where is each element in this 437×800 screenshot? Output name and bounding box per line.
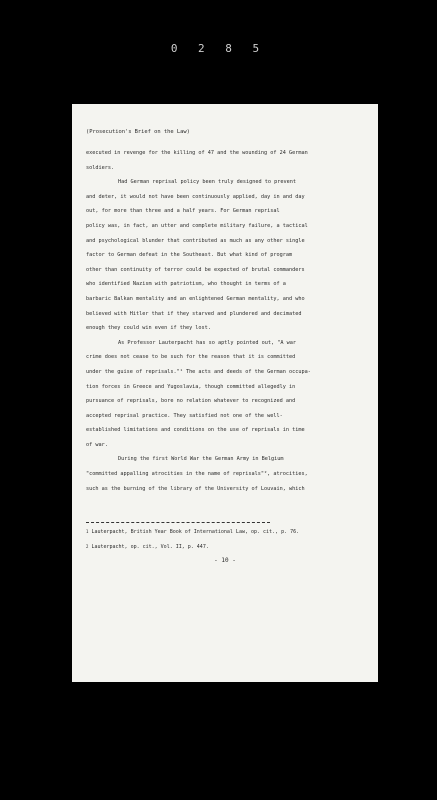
body-line: out, for more than three and a half years. For German reprisal: [86, 208, 280, 215]
body-line: executed in revenge for the killing of 47 and the wounding of 24 German: [86, 150, 308, 156]
body-line: such as the burning of the library of the University of Louvain, which: [86, 485, 305, 492]
document-page: [72, 104, 378, 682]
body-line: enough they could win even if they lost.: [86, 325, 211, 332]
body-line: and psychological blunder that contributed as much as any other single: [86, 237, 305, 244]
body-line: "committed appalling atrocities in the name of reprisals"², atrocities,: [86, 471, 308, 478]
document-header: (Prosecution's Brief on the Law): [86, 129, 190, 135]
body-line: factor to German defeat in the Southeast. But what kind of program: [86, 252, 293, 259]
body-line: of war.: [86, 441, 108, 448]
body-line: established limitations and conditions on the use of reprisals in time: [86, 427, 305, 434]
body-line: who identified Nazism with patriotism, who thought in terms of a: [86, 281, 286, 288]
microfilm-frame-number: 0 2 8 5: [170, 42, 267, 55]
body-line: believed with Hitler that if they starved and plundered and decimated: [86, 310, 302, 317]
footnote-2-text: Lauterpacht, op. cit., Vol. II, p. 447.: [91, 544, 209, 550]
body-line: barbaric Balkan mentality and an enlightened German mentality, and who: [86, 295, 305, 302]
page-number: - 10 -: [214, 557, 236, 564]
body-line: policy was, in fact, an utter and complete military failure, a tactical: [86, 222, 308, 229]
body-line: As Professor Lauterpacht has so aptly pointed out, "A war: [118, 339, 297, 346]
footnote-1-text: Lauterpacht, British Year Book of International Law, op. cit., p. 76.: [91, 529, 300, 535]
document-body: [86, 146, 370, 496]
body-line: crime does not cease to be such for the reason that it is committed: [86, 354, 296, 361]
footnote-1-marker: 1: [86, 529, 89, 534]
footnote-divider: [86, 522, 270, 523]
body-line: tion forces in Greece and Yugoslavia, though committed allegedly in: [86, 383, 296, 390]
footnote-2: [86, 544, 209, 550]
footnote-1: [86, 529, 299, 535]
body-line: During the first World War the German Army in Belgium: [118, 456, 284, 463]
body-line: under the guise of reprisals."¹ The acts and deeds of the German occupa-: [86, 368, 311, 375]
body-line: and deter, it would not have been continuously applied, day in and day: [86, 193, 305, 200]
body-line: accepted reprisal practice. They satisfied not one of the well-: [86, 412, 283, 419]
body-line: Had German reprisal policy been truly designed to prevent: [118, 179, 297, 186]
body-line: soldiers.: [86, 164, 115, 171]
body-line: other than continuity of terror could be expected of brutal commanders: [86, 266, 305, 273]
body-line: pursuance of reprisals, bore no relation whatever to recognized and: [86, 398, 296, 405]
footnote-2-marker: 2: [86, 544, 89, 549]
